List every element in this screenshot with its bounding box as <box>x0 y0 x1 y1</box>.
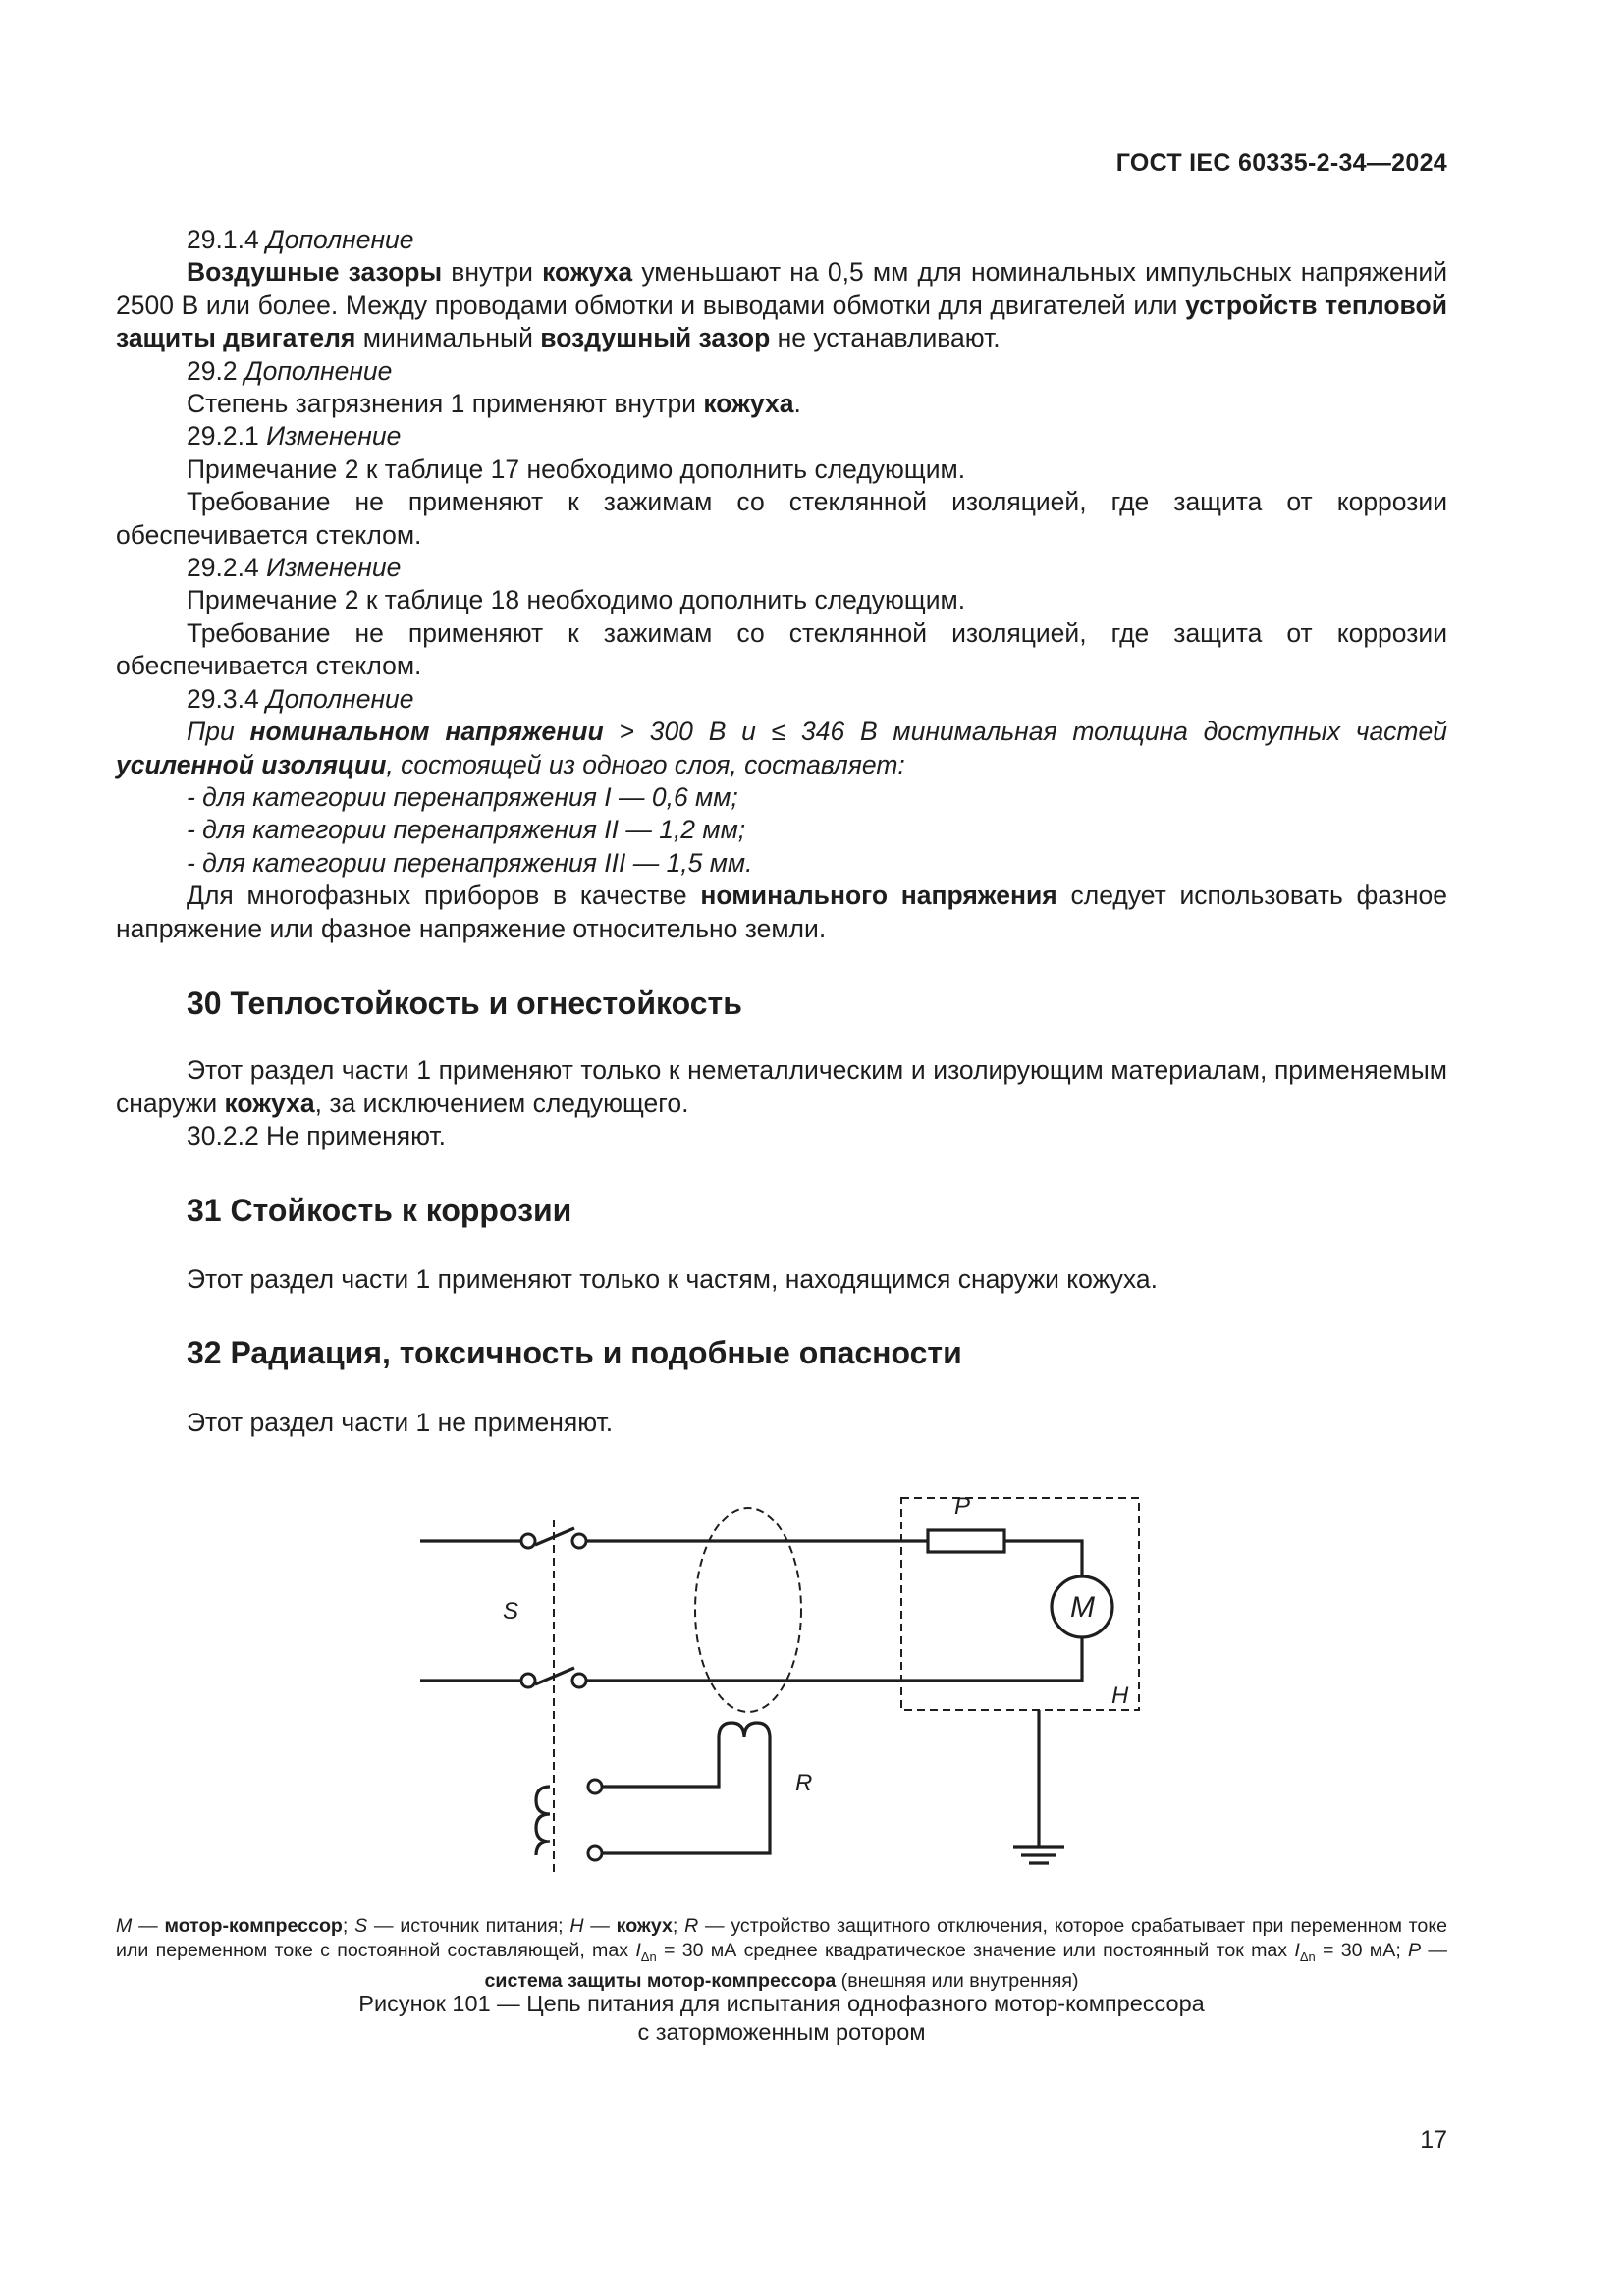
wire <box>1004 1541 1082 1577</box>
paragraph: Примечание 2 к таблице 18 необходимо дополнить следующим. <box>187 585 966 615</box>
paragraph: Требование не применяют к зажимам со стеклянной изоляцией, где защита от коррозии обеспечивается стеклом. <box>116 617 1447 681</box>
figure-legend: M — мотор-компрессор; S — источник питания; H — кожух; R — устройство защитного отключения, которое срабатывает при переменном токе или переменном токе с постоянной составляющей, $\max I_{\Delta n} = 30$ мА среднее квадратическое значение или постоянный ток $\max I_{\Delta n} = 30$ мА; P — система защиты мотор-компрессора (внешняя или внутренняя) <box>116 1915 1448 1992</box>
label-m: M <box>1070 1591 1095 1624</box>
clause-29-2-1: 29.2.1 Изменение <box>187 421 402 452</box>
paragraph: Степень загрязнения 1 применяют внутри кожуха. <box>187 389 801 419</box>
overvoltage-list <box>116 781 1447 880</box>
paragraph: Примечание 2 к таблице 17 необходимо дополнить следующим. <box>187 454 966 484</box>
terminal <box>572 1674 586 1687</box>
wire <box>585 1637 1082 1681</box>
paragraph: Для многофазных приборов в качестве номинального напряжения следует использовать фазное напряжение или фазное напряжение относительно земли. <box>116 881 1448 943</box>
terminal <box>588 1780 602 1793</box>
wire <box>595 1737 770 1853</box>
paragraph: Этот раздел части 1 не применяют. <box>187 1407 614 1437</box>
list-item: - для категории перенапряжения II — 1,2 мм; <box>187 815 746 845</box>
label-r: R <box>795 1770 813 1796</box>
wire <box>595 1737 719 1787</box>
paragraph: При номинальном напряжении > 300 В и ≤ 346 В минимальная толщина доступных частей усиленной изоляции, состоящей из одного слоя, составляет: <box>116 717 1447 779</box>
label-s: S <box>503 1598 519 1625</box>
document-header: ГОСТ IEC 60335-2-34—2024 <box>1115 149 1447 177</box>
list-item: - для категории перенапряжения III — 1,5 мм. <box>187 847 753 878</box>
clause-29-2-4: 29.2.4 Изменение <box>187 553 402 583</box>
clause-29-1-4: 29.1.4 Дополнение <box>187 225 414 254</box>
label-h: H <box>1111 1682 1129 1709</box>
terminal <box>521 1534 535 1548</box>
clause-30-2-2: 30.2.2 Не применяют. <box>187 1121 446 1151</box>
paragraph: Требование не применяют к зажимам со стеклянной изоляцией, где защита от коррозии обеспечивается стеклом. <box>116 487 1447 550</box>
label-p: P <box>954 1493 971 1520</box>
terminal <box>572 1534 586 1548</box>
resistor-p <box>928 1530 1004 1552</box>
circuit-diagram <box>412 1472 1159 1904</box>
list-item: - для категории перенапряжения I — 0,6 мм; <box>187 781 738 812</box>
section-32-heading: 32 Радиация, токсичность и подобные опасности <box>187 1335 962 1371</box>
terminal <box>588 1846 602 1860</box>
trip-coil <box>536 1787 550 1855</box>
clause-29-2: 29.2 Дополнение <box>187 355 393 386</box>
paragraph: Этот раздел части 1 применяют только к частям, находящимся снаружи кожуха. <box>187 1263 1158 1294</box>
paragraph: Воздушные зазоры внутри кожуха уменьшают на 0,5 мм для номинальных импульсных напряжений 2500 В или более. Между проводами обмотки и выводами обмотки для двигателей или устройств тепловой защиты двигателя минимальный воздушный зазор не устанавливают. <box>116 257 1447 353</box>
document-body <box>116 224 1447 1439</box>
paragraph: Этот раздел части 1 применяют только к неметаллическим и изолирующим материалам, применяемым снаружи кожуха, за исключением следующего. <box>116 1055 1447 1118</box>
figure-caption: Рисунок 101 — Цепь питания для испытания однофазного мотор-компрессора с заторможенным ротором <box>358 1991 1205 2045</box>
rcd-sensing-coil <box>719 1723 770 1737</box>
section-31-heading: 31 Стойкость к коррозии <box>187 1192 572 1228</box>
section-30-heading: 30 Теплостойкость и огнестойкость <box>187 985 742 1021</box>
page-number: 17 <box>1420 2126 1447 2154</box>
clause-29-3-4: 29.3.4 Дополнение <box>187 683 414 714</box>
terminal <box>521 1674 535 1687</box>
